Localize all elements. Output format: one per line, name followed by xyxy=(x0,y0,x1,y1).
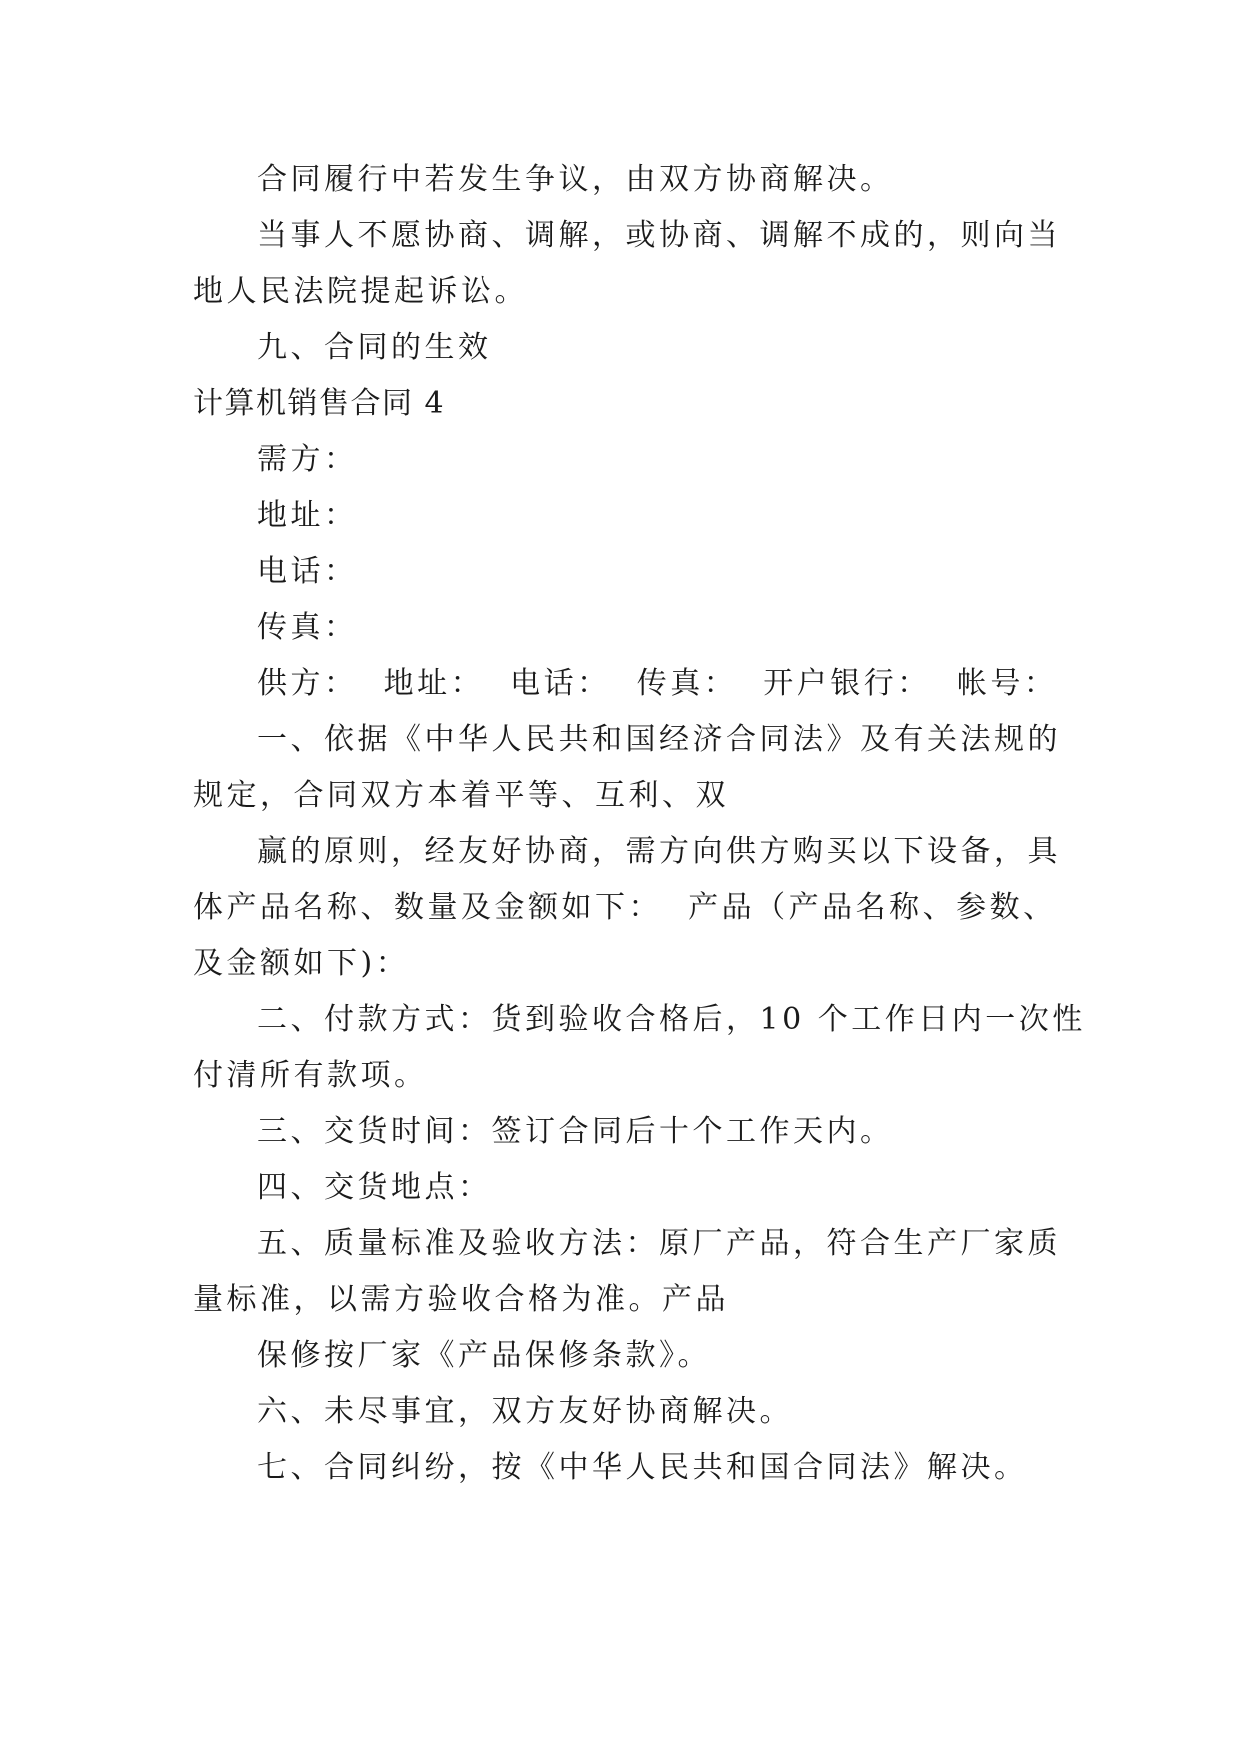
clause-6: 六、未尽事宜，双方友好协商解决。 xyxy=(257,1394,793,1429)
clause-1-line-5: 及金额如下)： xyxy=(193,946,410,981)
field-supplier-info: 供方： 地址： 电话： 传真： 开户银行： 帐号： xyxy=(257,666,1058,701)
clause-2-line-2: 付清所有款项。 xyxy=(193,1058,428,1093)
clause-2-line-1: 二、付款方式：货到验收合格后，10 个工作日内一次性 xyxy=(257,1002,1086,1037)
field-fax: 传真： xyxy=(257,610,358,645)
paragraph-litigation-line-2: 地人民法院提起诉讼。 xyxy=(193,274,528,309)
clause-5-line-3: 保修按厂家《产品保修条款》。 xyxy=(257,1338,711,1373)
clause-7: 七、合同纠纷，按《中华人民共和国合同法》解决。 xyxy=(257,1450,1028,1485)
section-heading-contract-effect: 九、合同的生效 xyxy=(257,330,492,365)
clause-3: 三、交货时间：签订合同后十个工作天内。 xyxy=(257,1114,894,1149)
clause-1-line-2: 规定，合同双方本着平等、互利、双 xyxy=(193,778,729,813)
paragraph-dispute-resolution: 合同履行中若发生争议，由双方协商解决。 xyxy=(257,162,894,197)
clause-1-line-1: 一、依据《中华人民共和国经济合同法》及有关法规的 xyxy=(257,722,1061,757)
clause-1-line-3: 赢的原则，经友好协商，需方向供方购买以下设备，具 xyxy=(257,834,1061,869)
field-buyer: 需方： xyxy=(257,442,358,477)
field-phone: 电话： xyxy=(257,554,358,589)
field-address: 地址： xyxy=(257,498,358,533)
contract-title: 计算机销售合同 4 xyxy=(193,386,446,421)
document-body xyxy=(193,152,1086,1496)
paragraph-litigation-line-1: 当事人不愿协商、调解，或协商、调解不成的，则向当 xyxy=(257,218,1061,253)
clause-4: 四、交货地点： xyxy=(257,1170,492,1205)
clause-1-line-4: 体产品名称、数量及金额如下： 产品（产品名称、参数、 xyxy=(193,890,1057,925)
clause-5-line-1: 五、质量标准及验收方法：原厂产品，符合生产厂家质 xyxy=(257,1226,1061,1261)
clause-5-line-2: 量标准，以需方验收合格为准。产品 xyxy=(193,1282,729,1317)
